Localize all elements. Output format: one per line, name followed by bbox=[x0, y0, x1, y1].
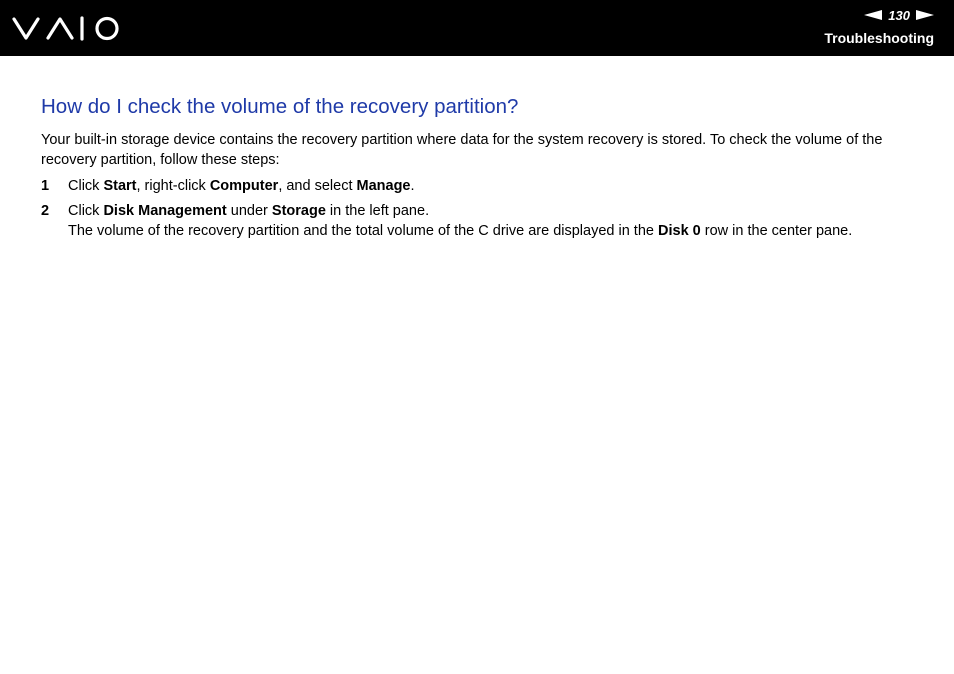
vaio-logo bbox=[12, 12, 122, 46]
step-text-part: , and select bbox=[278, 177, 357, 194]
step-number: 1 bbox=[41, 177, 50, 194]
main-content bbox=[41, 94, 931, 246]
step-text-part: . bbox=[410, 177, 415, 194]
page-heading: How do I check the volume of the recovery partition? bbox=[41, 95, 519, 118]
page-navigation bbox=[864, 7, 934, 23]
section-title: Troubleshooting bbox=[824, 30, 934, 46]
ui-term-start: Start bbox=[103, 177, 137, 194]
step-text bbox=[68, 201, 931, 221]
previous-page-arrow-icon[interactable] bbox=[864, 10, 882, 20]
list-item bbox=[41, 176, 931, 196]
page-header bbox=[0, 0, 954, 56]
steps-list bbox=[41, 176, 931, 241]
step-number: 2 bbox=[41, 202, 50, 219]
ui-term-disk-0: Disk 0 bbox=[658, 222, 701, 239]
step-text-part: under bbox=[226, 202, 272, 219]
ui-term-disk-management: Disk Management bbox=[103, 202, 227, 219]
step-note bbox=[68, 221, 931, 241]
ui-term-computer: Computer bbox=[209, 177, 279, 194]
step-text-part: row in the center pane. bbox=[700, 222, 853, 239]
step-text-part: in the left pane. bbox=[325, 202, 430, 219]
step-text-part: Click bbox=[68, 177, 104, 194]
step-text-part: Click bbox=[68, 202, 104, 219]
step-text bbox=[68, 176, 931, 196]
ui-term-manage: Manage bbox=[356, 177, 411, 194]
page-number: 130 bbox=[888, 7, 910, 23]
step-text-part: The volume of the recovery partition and the total volume of the C drive are displayed in the bbox=[68, 222, 658, 239]
next-page-arrow-icon[interactable] bbox=[916, 10, 934, 20]
step-text-part: , right-click bbox=[136, 177, 210, 194]
intro-paragraph: Your built-in storage device contains the recovery partition where data for the system recovery is stored. To check the volume of the recovery partition, follow these steps: bbox=[41, 131, 883, 168]
ui-term-storage: Storage bbox=[271, 202, 326, 219]
list-item bbox=[41, 201, 931, 241]
